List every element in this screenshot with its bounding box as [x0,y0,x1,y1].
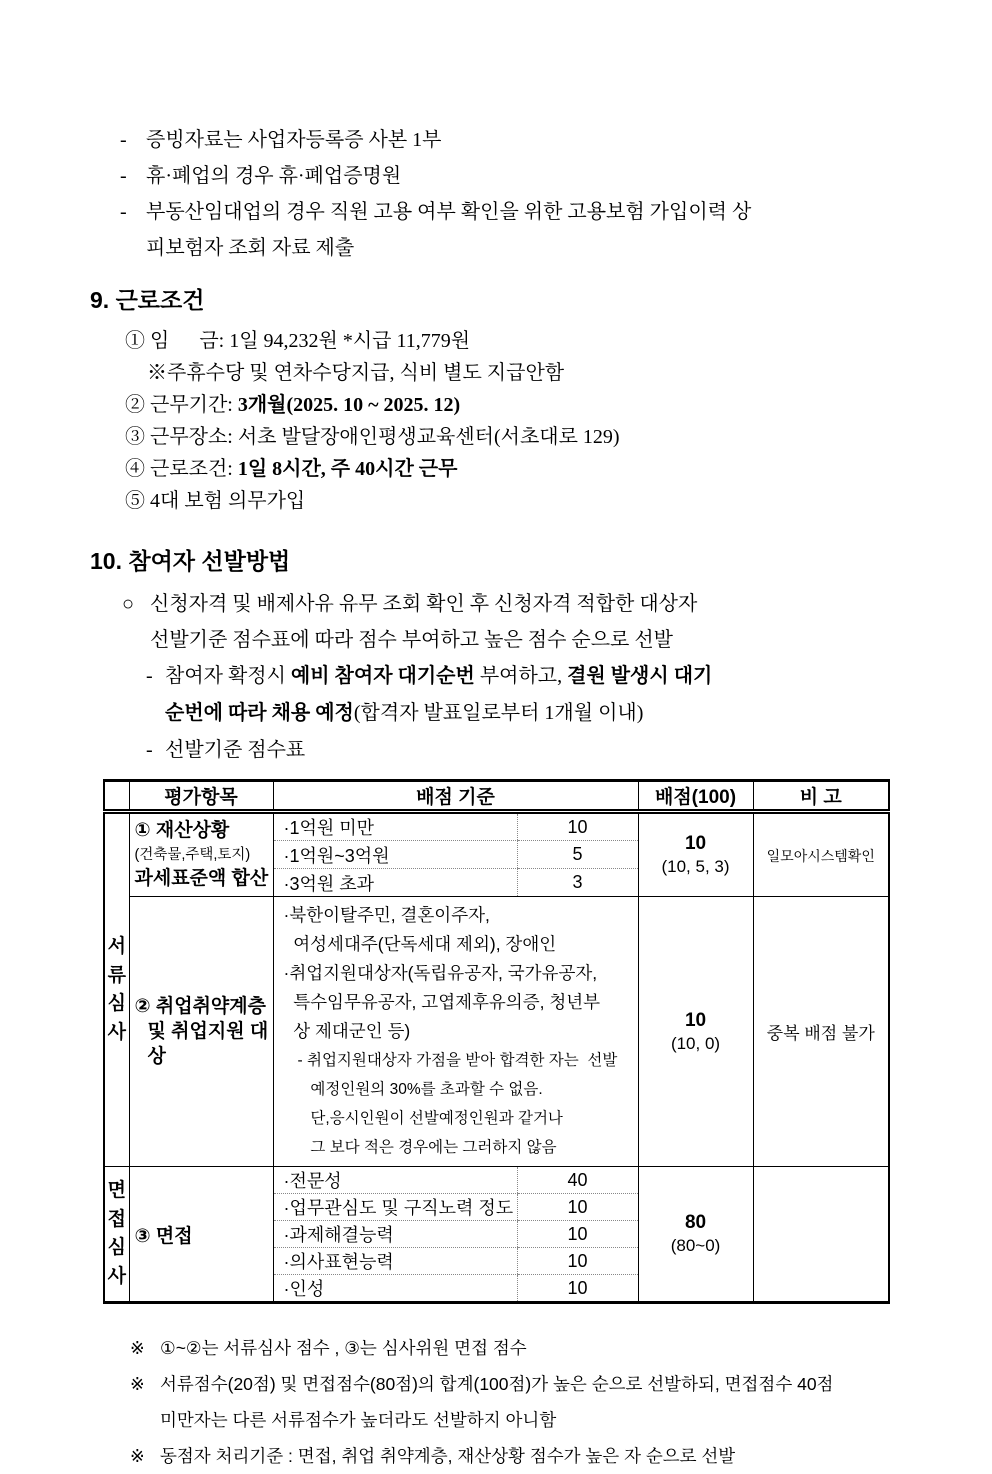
list-item-line: 피보험자 조회 자료 제출 [146,237,355,259]
points-cell [638,897,753,1167]
work-period-label: ② 근무기간: [125,394,238,416]
criteria-score: 10 [517,1248,638,1275]
dash-bullet: - [120,201,127,223]
waitlist-text [165,658,712,732]
footnote [130,1438,962,1474]
wage-note: ※주휴수당 및 연차수당지급, 식비 별도 지급안함 [147,362,565,384]
footnote-line: 미만자는 다른 서류점수가 높더라도 선발하지 아니함 [160,1410,557,1430]
criteria-label: ·인성 [273,1275,517,1303]
section10-title: 10. 참여자 선발방법 [90,548,291,574]
waitlist-run: 부여하고, [474,665,568,687]
work-condition-value: 1일 8시간, 주 40시간 근무 [237,458,458,480]
selection-line: 선발기준 점수표에 따라 점수 부여하고 높은 점수 순으로 선발 [150,629,673,651]
circle-bullet: ○ [122,593,135,615]
waitlist-item [146,658,962,732]
list-item-text [146,194,962,266]
list-item [120,122,962,158]
footnote-text: 동점자 처리기준 : 면접, 취업 취약계층, 재산상황 점수가 높은 자 순으로 선발 [160,1446,736,1466]
item-title: ② 취업취약계층 [134,996,266,1017]
criteria-score: 40 [517,1167,638,1194]
reference-mark: ※ [130,1446,145,1466]
footnotes [130,1330,962,1474]
criteria-note-line: - 취업지원대상자 가점을 받아 합격한 자는 선발 [297,1052,618,1069]
review-type-label: 서류심사 [107,936,126,1043]
criteria-note-line: 단,응시인원이 선발예정인원과 같거나 [297,1110,563,1127]
points-breakdown: (10, 0) [670,1033,721,1053]
points-cell [638,812,753,897]
list-item-line: 부동산임대업의 경우 직원 고용 여부 확인을 위한 고용보험 가입이력 상 [146,201,752,223]
waitlist-run-bold: 결원 발생시 대기 [567,665,713,687]
item-cell-vulnerable [129,897,273,1167]
remark-text: 중복 배점 불가 [766,1024,875,1043]
criteria-line: ·북한이탈주민, 결혼이주자, [283,905,490,925]
selection-score-table [103,779,890,1304]
section9-title: 9. 근로조건 [90,287,205,313]
remark-cell [753,812,889,897]
reference-mark: ※ [130,1338,145,1358]
criteria-label: ·과제해결능력 [273,1221,517,1248]
work-period-value: 3개월(2025. 10 ~ 2025. 12) [237,394,461,416]
footnote [130,1366,962,1438]
insurance-item: ⑤ 4대 보험 의무가입 [125,490,306,512]
table-row [104,897,889,1167]
remark-cell [753,897,889,1167]
item-subtitle: (건축물,주택,토지) [134,847,251,863]
item-cell-interview [129,1167,273,1303]
item-title: ① 재산상황 [134,820,230,841]
table-row [104,1167,889,1194]
criteria-line: 상 제대군인 등) [283,1021,411,1041]
footnote-text [160,1366,962,1438]
dash-bullet: - [120,129,127,151]
waitlist-run-bold: 예비 참여자 대기순번 [290,665,475,687]
points-main: 10 [684,1009,707,1031]
table-row [104,812,889,841]
criteria-score: 10 [517,812,638,841]
points-breakdown: (80~0) [670,1236,721,1255]
work-condition-item [125,453,962,485]
header-item: 평가항목 [129,781,273,812]
waitlist-line [165,658,712,695]
criteria-score: 10 [517,1221,638,1248]
criteria-note-line: 그 보다 적은 경우에는 그러하지 않음 [297,1139,557,1156]
item-title: ③ 면접 [134,1225,193,1247]
work-place-item: ③ 근무장소: 서초 발달장애인평생교육센터(서초대로 129) [125,426,620,448]
score-table-label [146,732,962,769]
section9-items [125,325,962,517]
selection-line: 신청자격 및 배제사유 유무 조회 확인 후 신청자격 적합한 대상자 [150,593,698,615]
selection-paragraph [122,586,962,658]
dash-bullet: - [146,665,153,687]
remark-text: 일모아시스템확인 [766,847,875,864]
criteria-label: ·업무관심도 및 구직노력 정도 [273,1194,517,1221]
dash-bullet: - [146,739,153,761]
criteria-label: ·의사표현능력 [273,1248,517,1275]
waitlist-line [165,695,712,732]
criteria-score: 10 [517,1275,638,1303]
list-item-text: 증빙자료는 사업자등록증 사본 1부 [146,129,442,151]
footnote-line: 서류점수(20점) 및 면접점수(80점)의 합계(100점)가 높은 순으로 선발하되, 면접점수 40점 [160,1374,834,1394]
waitlist-run: 참여자 확정시 [165,665,291,687]
dash-bullet: - [120,165,127,187]
criteria-score: 3 [517,869,638,897]
waitlist-run: (합격자 발표일로부터 1개월 이내) [353,702,644,724]
score-table-label-text: 선발기준 점수표 [165,739,306,761]
list-item-text: 휴·폐업의 경우 휴·폐업증명원 [146,165,402,187]
header-points: 배점(100) [638,781,753,812]
waitlist-run-bold: 순번에 따라 채용 예정 [165,702,354,724]
footnote [130,1330,962,1366]
header-remark: 비 고 [753,781,889,812]
review-type-cell [104,812,129,1167]
reference-mark: ※ [130,1374,145,1394]
criteria-line: 특수임무유공자, 고엽제후유의증, 청년부 [283,992,601,1012]
footnote-text: ①~②는 서류심사 점수 , ③는 심사위원 면접 점수 [160,1338,527,1358]
header-criteria: 배점 기준 [273,781,638,812]
points-main: 10 [684,833,707,854]
selection-paragraph-text [150,586,697,658]
points-cell [638,1167,753,1303]
list-item [120,158,962,194]
remark-cell [753,1167,889,1303]
work-period-item [125,389,962,421]
wage-item: ① 임 금: 1일 94,232원 *시급 11,779원 [125,330,471,352]
criteria-block [273,897,638,1167]
table-header-row [104,781,889,812]
header-group [104,781,129,812]
item-title2: 및 취업지원 대상 [147,1021,269,1067]
list-item [120,194,962,266]
criteria-label: ·3억원 초과 [273,869,517,897]
review-type-label: 면접심사 [107,1180,126,1287]
item-title2: 과세표준액 합산 [134,868,269,889]
criteria-line: 여성세대주(단독세대 제외), 장애인 [283,934,557,954]
review-type-cell [104,1167,129,1303]
criteria-line: ·취업지원대상자(독립유공자, 국가유공자, [283,963,598,983]
points-main: 80 [684,1212,707,1233]
points-breakdown: (10, 5, 3) [661,857,730,876]
criteria-score: 5 [517,841,638,869]
intro-list [90,122,962,266]
criteria-label: ·1억원~3억원 [273,841,517,869]
criteria-score: 10 [517,1194,638,1221]
criteria-label: ·전문성 [273,1167,517,1194]
criteria-label: ·1억원 미만 [273,812,517,841]
criteria-note-line: 예정인원의 30%를 초과할 수 없음. [297,1081,543,1098]
item-cell-property [129,812,273,897]
work-condition-label: ④ 근로조건: [125,458,238,480]
